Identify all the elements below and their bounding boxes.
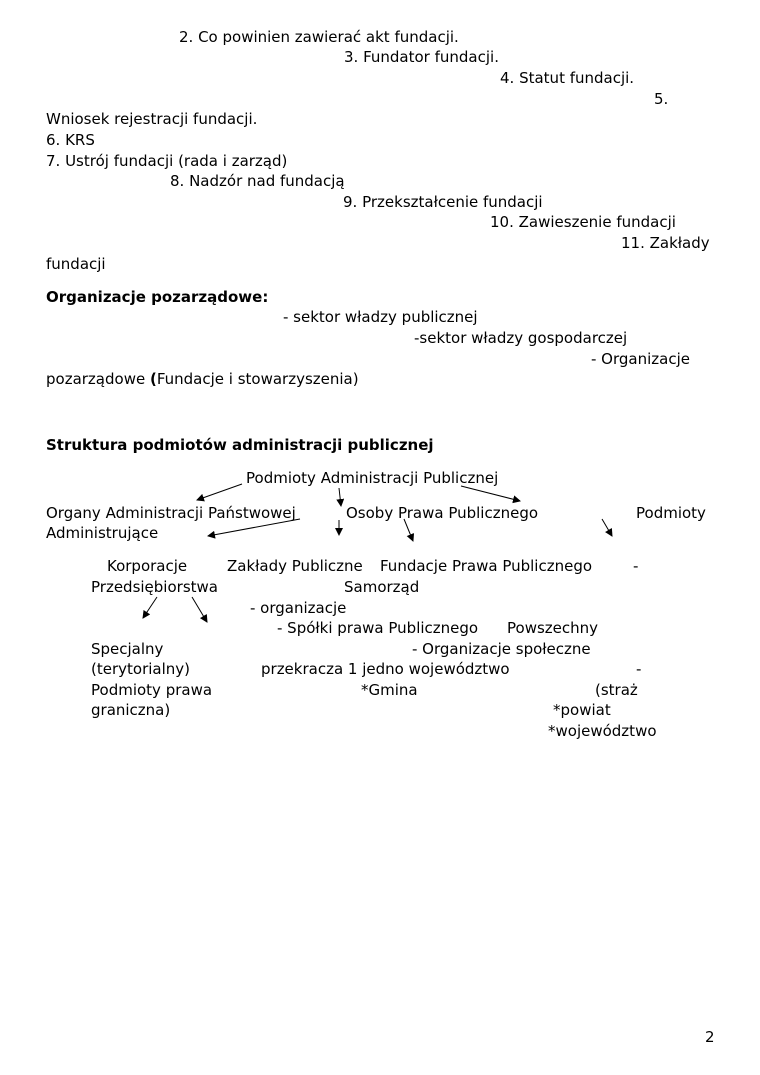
node-terytorialny: (terytorialny) xyxy=(91,660,190,678)
toc-item-11-part2: fundacji xyxy=(46,255,106,273)
toc-item-9: 9. Przekształcenie fundacji xyxy=(343,193,543,211)
toc-item-2: 2. Co powinien zawierać akt fundacji. xyxy=(179,28,459,46)
node-specjalny: Specjalny xyxy=(91,640,164,658)
toc-item-5-text: Wniosek rejestracji fundacji. xyxy=(46,110,258,128)
arrow-root-to-podmioty xyxy=(461,486,520,501)
node-osoby-prawa-publicznego: Osoby Prawa Publicznego xyxy=(346,504,539,522)
arrow-root-to-organy xyxy=(197,484,242,500)
diagram-root-node: Podmioty Administracji Publicznej xyxy=(246,469,499,487)
arrow-przedsiebiorstwa-right xyxy=(192,597,207,622)
toc-item-4: 4. Statut fundacji. xyxy=(500,69,635,87)
node-korporacje: Korporacje xyxy=(107,557,188,575)
node-podmioty: Podmioty xyxy=(636,504,706,522)
node-wojewodztwo: *województwo xyxy=(548,722,657,740)
page-number: 2 xyxy=(705,1028,715,1046)
structure-heading: Struktura podmiotów administracji publicznej xyxy=(46,436,434,454)
ngo-line-bold-paren: ( xyxy=(149,370,157,388)
ngo-line-plain: pozarządowe xyxy=(46,370,150,388)
toc-item-7: 7. Ustrój fundacji (rada i zarząd) xyxy=(46,152,288,170)
node-przedsiebiorstwa: Przedsiębiorstwa xyxy=(91,578,218,596)
node-administrujace: Administrujące xyxy=(46,524,159,542)
node-fundacje-prawa-publicznego: Fundacje Prawa Publicznego xyxy=(380,557,593,575)
arrow-podmioty-to-dash xyxy=(602,519,612,536)
node-straz: (straż xyxy=(595,681,638,699)
node-samorzad: Samorząd xyxy=(344,578,420,596)
ngo-line-public-sector: - sektor władzy publicznej xyxy=(283,308,478,326)
node-organizacje: - organizacje xyxy=(250,599,347,617)
arrow-przedsiebiorstwa-left xyxy=(143,597,157,618)
node-dash-1: - xyxy=(633,557,639,575)
node-powiat: *powiat xyxy=(553,701,611,719)
node-zaklady-publiczne: Zakłady Publiczne xyxy=(227,557,363,575)
ngo-line-organizations-cont xyxy=(46,369,359,389)
node-gmina: *Gmina xyxy=(361,681,418,699)
toc-item-3: 3. Fundator fundacji. xyxy=(344,48,499,66)
node-powszechny: Powszechny xyxy=(507,619,599,637)
node-organizacje-spoleczne: - Organizacje społeczne xyxy=(412,640,591,658)
toc-item-10: 10. Zawieszenie fundacji xyxy=(490,213,676,231)
arrow-root-to-osoby xyxy=(339,488,341,506)
toc-item-5-number: 5. xyxy=(654,90,669,108)
node-graniczna: graniczna) xyxy=(91,701,171,719)
ngo-line-organizations: - Organizacje xyxy=(591,350,690,368)
node-organy: Organy Administracji Państwowej xyxy=(46,504,296,522)
node-przekracza: przekracza 1 jedno województwo xyxy=(261,660,510,678)
toc-item-8: 8. Nadzór nad fundacją xyxy=(170,172,345,190)
ngo-heading: Organizacje pozarządowe: xyxy=(46,288,269,306)
toc-item-6: 6. KRS xyxy=(46,131,95,149)
toc-item-11-part1: 11. Zakłady xyxy=(621,234,710,252)
node-spolki: - Spółki prawa Publicznego xyxy=(277,619,479,637)
ngo-line-rest: Fundacje i stowarzyszenia) xyxy=(156,370,359,388)
node-podmioty-prawa: Podmioty prawa xyxy=(91,681,213,699)
ngo-line-economic-sector: -sektor władzy gospodarczej xyxy=(414,329,628,347)
node-dash-2: - xyxy=(636,660,642,678)
